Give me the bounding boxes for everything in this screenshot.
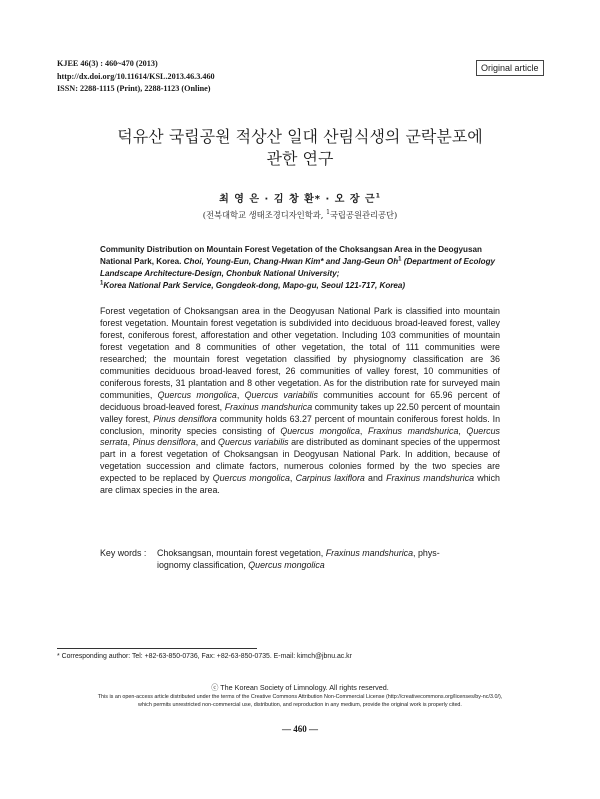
abstract-text: , <box>458 425 467 436</box>
issn-text: ISSN: 2288-1115 (Print), 2288-1123 (Online) <box>57 84 211 93</box>
doi-link[interactable]: http://dx.doi.org/10.11614/KSL.2013.46.3.460 <box>57 71 215 81</box>
korean-affil-sup: 1 <box>326 209 330 217</box>
keywords-line-2 <box>100 559 500 571</box>
keywords-line-1 <box>100 547 500 559</box>
keyword-text: iognomy classification, <box>157 560 249 570</box>
species-name: Fraxinus mandshurica <box>386 473 475 484</box>
keyword-species: Fraxinus mandshurica <box>325 548 414 558</box>
keyword-species: Quercus mongolica <box>248 560 325 570</box>
abstract-text: and <box>364 473 387 484</box>
footnote-divider <box>57 648 257 649</box>
korean-title <box>60 126 540 170</box>
korean-title-line-1: 덕유산 국립공원 적상산 일대 산림식생의 군락분포에 <box>117 127 483 146</box>
abstract-text: community holds 63.27 percent of mountain coniferous forest holds. In conclusion, minority species consisting of <box>100 413 500 436</box>
abstract-text: , and <box>195 437 219 448</box>
species-name: Quercus variabilis <box>244 389 318 400</box>
species-name: Quercus serrata <box>100 425 500 448</box>
corresponding-author-footnote: * Corresponding author: Tel: +82-63-850-0736, Fax: +82-63-850-0735. E-mail: kimch@jbnu.ac.kr <box>57 653 352 660</box>
korean-author-sup: 1 <box>375 192 381 200</box>
copyright-line: ⓒ The Korean Society of Limnology. All rights reserved. <box>211 683 389 692</box>
abstract-text: Forest vegetation of Choksangsan area in the Deogyusan National Park is classified into mountain forest vegetation. Mountain forest vegetation is subdivided into deciduous broad-leaved forest, valley forest, coniferous forest, afforestation and other vegetation. Including 103 communities of mountain forest vegetation and 8 communities of other vegetation, the total of 111 communities were researched; the mountain forest vegetation classified by physiognomy classification are 36 communities deciduous broad-leaved forest, 26 communities of valley forest, 10 communities of coniferous forests, 31 plantation and 8 other vegetation. As for the distribution rate for surveyed main communities, <box>100 306 500 400</box>
english-title-block <box>100 244 500 292</box>
abstract-text: which are climax species in the area. <box>100 473 500 496</box>
korean-author-names: 최 영 은 · 김 창 환* · 오 장 근 <box>219 194 376 205</box>
license-line-1: This is an open-access article distributed under the terms of the Creative Commons Attribution Non-Commercial License (http://creativecommons.org/licenses/by-nc/3.0/), <box>97 694 503 700</box>
species-name: Pinus densiflora <box>132 437 196 448</box>
journal-citation: KJEE 46(3) : 460~470 (2013) <box>57 59 158 68</box>
english-authors: Choi, Young-Eun, Chang-Hwan Kim* and Jang-Geun Oh <box>183 257 399 266</box>
english-affil-2: Korea National Park Service, Gongdeok-dong, Mapo-gu, Seoul 121-717, Korea) <box>103 281 406 290</box>
species-name: Pinus densiflora <box>153 413 217 424</box>
korean-affiliation <box>60 209 540 221</box>
korean-title-line-2: 관한 연구 <box>266 149 334 168</box>
korean-affil-main: (전북대학교 생태조경디자인학과, <box>202 210 327 220</box>
korean-authors <box>60 190 540 205</box>
abstract-text: communities account for 65.96 percent of deciduous broad-leaved forest, <box>100 389 501 412</box>
abstract <box>100 306 500 497</box>
abstract-text: , <box>127 437 133 448</box>
species-name: Fraxinus mandshurica <box>367 425 459 436</box>
abstract-text: , <box>236 389 245 400</box>
english-authors-sup: 1 <box>398 256 402 263</box>
keyword-text: Choksangsan, mountain forest vegetation, <box>157 548 326 558</box>
abstract-text: , <box>359 425 368 436</box>
english-title: Community Distribution on Mountain Forest Vegetation of the Choksangsan Area in the Deogyusan National Park, Korea. <box>100 245 482 266</box>
abstract-text: are distributed as dominant species of the uppermost part in a forest vegetation of Choksangsan in Deogyusan National Park. In addition, because of vegetation succession and climate factors, numerous colonies formed by the two species are expected to be replaced by <box>100 437 500 484</box>
abstract-text: , <box>289 473 296 484</box>
english-affil-2-sup: 1 <box>100 280 104 287</box>
keyword-text: , phys- <box>413 548 440 558</box>
keywords-label: Key words : <box>100 548 147 558</box>
species-name: Carpinus laxiflora <box>295 473 365 484</box>
journal-meta <box>57 58 215 96</box>
species-name: Quercus mongolica <box>212 473 290 484</box>
species-name: Fraxinus mandshurica <box>224 401 313 412</box>
page-number: — 460 — <box>282 724 318 734</box>
article-type-badge: Original article <box>476 60 544 76</box>
abstract-text: community takes up 22.50 percent of mountain valley forest, <box>100 401 500 424</box>
korean-affil-rest: 국립공원관리공단) <box>329 210 398 220</box>
keywords <box>100 547 500 571</box>
species-name: Quercus variabilis <box>218 437 289 448</box>
species-name: Quercus mongolica <box>157 389 237 400</box>
english-affil-1: (Department of Ecology Landscape Architecture-Design, Chonbuk National University; <box>100 257 496 278</box>
license-line-2: which permits unrestricted non-commercial use, distribution, and reproduction in any medium, provide the original work is properly cited. <box>138 702 462 708</box>
license-block <box>40 683 560 709</box>
species-name: Quercus mongolica <box>280 425 360 436</box>
